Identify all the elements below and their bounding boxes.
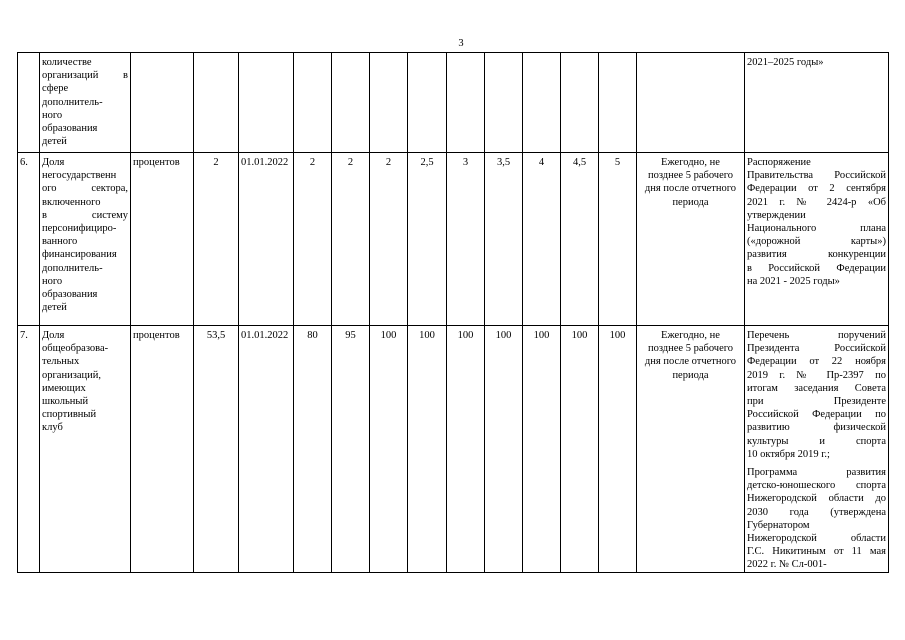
unit [131,53,194,153]
text-line: тельных [42,356,80,368]
base-value: 53,5 [194,326,239,573]
text-line: финансирования [42,249,117,261]
text-line: Федерации от 22 ноября [747,356,886,368]
table-row [18,53,889,153]
text-line: сфере [42,83,69,95]
row-number: 7. [18,326,40,573]
text-line: утверждении [747,209,806,221]
indicators-table [17,52,889,573]
value-cell: 3 [447,153,485,326]
text-line: Нижегородской области до [747,493,886,505]
text-line: 2021–2025 годы» [747,57,824,68]
value-cell: 100 [447,326,485,573]
text-line: Федерации от 2 сентября [747,183,886,195]
text-line: Российской Федерации по [747,409,886,421]
value-cell: 100 [408,326,447,573]
text-line: ванного [42,236,78,248]
text-line: Доля [42,157,65,168]
text-line: дня после отчетного [644,356,737,368]
value-cell: 4,5 [561,153,599,326]
value-cell: 95 [332,326,370,573]
text-paragraph [42,156,128,314]
text-line: 2019 г. № Пр-2397 по [747,369,886,381]
base-date [239,53,294,153]
value-cell: 100 [485,326,523,573]
text-line: («дорожной карты») [747,236,886,248]
text-line: Г.С. Никитиным от 11 мая [747,546,886,558]
text-line: в Российской Федерации [747,262,886,274]
value-cell [332,53,370,153]
value-cell [599,53,637,153]
text-line: Правительства Российской [747,170,886,182]
text-line: дополнитель- [42,96,103,108]
text-line: школьный [42,396,89,408]
text-line: Ежегодно, не [661,330,720,341]
text-line: ного [42,109,63,121]
base-value [194,53,239,153]
unit: процентов [131,153,194,326]
table-row [18,153,889,326]
indicator-name [40,326,131,573]
text-line: Перечень поручений [747,330,886,341]
text-line: организаций в [42,70,128,82]
text-line: позднее 5 рабочего [647,170,734,182]
indicator-name [40,53,131,153]
text-line: образования [42,289,98,301]
text-line: общеобразова- [42,343,109,355]
base-value: 2 [194,153,239,326]
value-cell: 100 [561,326,599,573]
text-line: организаций, [42,369,101,381]
text-line: Ежегодно, не [661,157,720,168]
base-date: 01.01.2022 [239,153,294,326]
text-line: Губернатором [747,519,810,531]
text-line: персонифициро- [42,223,117,235]
text-line: 10 октября 2019 г.; [747,448,830,460]
value-cell [370,53,408,153]
periodicity [637,326,745,573]
text-line: развития конкуренции [747,249,886,261]
text-paragraph [639,156,742,209]
text-paragraph [42,56,128,148]
value-cell: 2 [370,153,408,326]
text-paragraph [747,156,886,288]
text-line: клуб [42,422,63,434]
value-cell [408,53,447,153]
text-line: количестве [42,57,92,68]
value-cell [447,53,485,153]
text-line: при Президенте [747,396,886,408]
table-row [18,326,889,573]
value-cell: 2 [332,153,370,326]
periodicity [637,53,745,153]
legal-basis [745,326,889,573]
text-line: ного [42,275,63,287]
value-cell: 3,5 [485,153,523,326]
text-paragraph [747,329,886,461]
text-line: Национального плана [747,223,886,235]
text-line: Президента Российской [747,343,886,355]
unit: процентов [131,326,194,573]
text-line: периода [672,369,709,381]
periodicity [637,153,745,326]
value-cell: 2 [294,153,332,326]
text-line: Распоряжение [747,157,811,168]
value-cell: 80 [294,326,332,573]
text-line: периода [672,196,709,208]
row-number [18,53,40,153]
row-number: 6. [18,153,40,326]
text-line: спортивный [42,409,97,421]
value-cell [294,53,332,153]
value-cell [523,53,561,153]
value-cell: 100 [523,326,561,573]
text-paragraph [747,56,886,69]
value-cell: 5 [599,153,637,326]
text-paragraph [747,466,886,572]
value-cell [485,53,523,153]
text-line: дополнитель- [42,262,103,274]
text-line: негосударственн [42,170,117,182]
text-line: позднее 5 рабочего [647,343,734,355]
value-cell: 100 [599,326,637,573]
text-line: Программа развития [747,467,886,479]
text-paragraph [639,329,742,382]
text-line: итогам заседания Совета [747,382,886,394]
text-line: 2022 г. № Сл-001- [747,559,827,571]
text-line: дня после отчетного [644,183,737,195]
text-line: образования [42,123,98,135]
text-line: детей [42,302,67,314]
text-line: развитию физической [747,422,886,434]
text-line: 2030 года (утверждена [747,506,886,518]
value-cell [561,53,599,153]
legal-basis [745,53,889,153]
value-cell: 100 [370,326,408,573]
text-line: ого сектора, [42,183,128,195]
indicator-name [40,153,131,326]
page-number: 3 [458,38,464,49]
text-line: детей [42,136,67,148]
text-paragraph [42,329,128,435]
text-line: детско-юношеского спорта [747,480,886,492]
text-line: 2021 г. № 2424-р «Об [747,196,886,208]
text-line: на 2021 - 2025 годы» [747,275,840,287]
base-date: 01.01.2022 [239,326,294,573]
text-line: имеющих [42,382,86,394]
text-line: Доля [42,330,65,341]
text-line: включенного [42,196,101,208]
legal-basis [745,153,889,326]
text-line: культуры и спорта [747,435,886,447]
text-line: в систему [42,209,128,221]
value-cell: 4 [523,153,561,326]
value-cell: 2,5 [408,153,447,326]
text-line: Нижегородской области [747,533,886,545]
